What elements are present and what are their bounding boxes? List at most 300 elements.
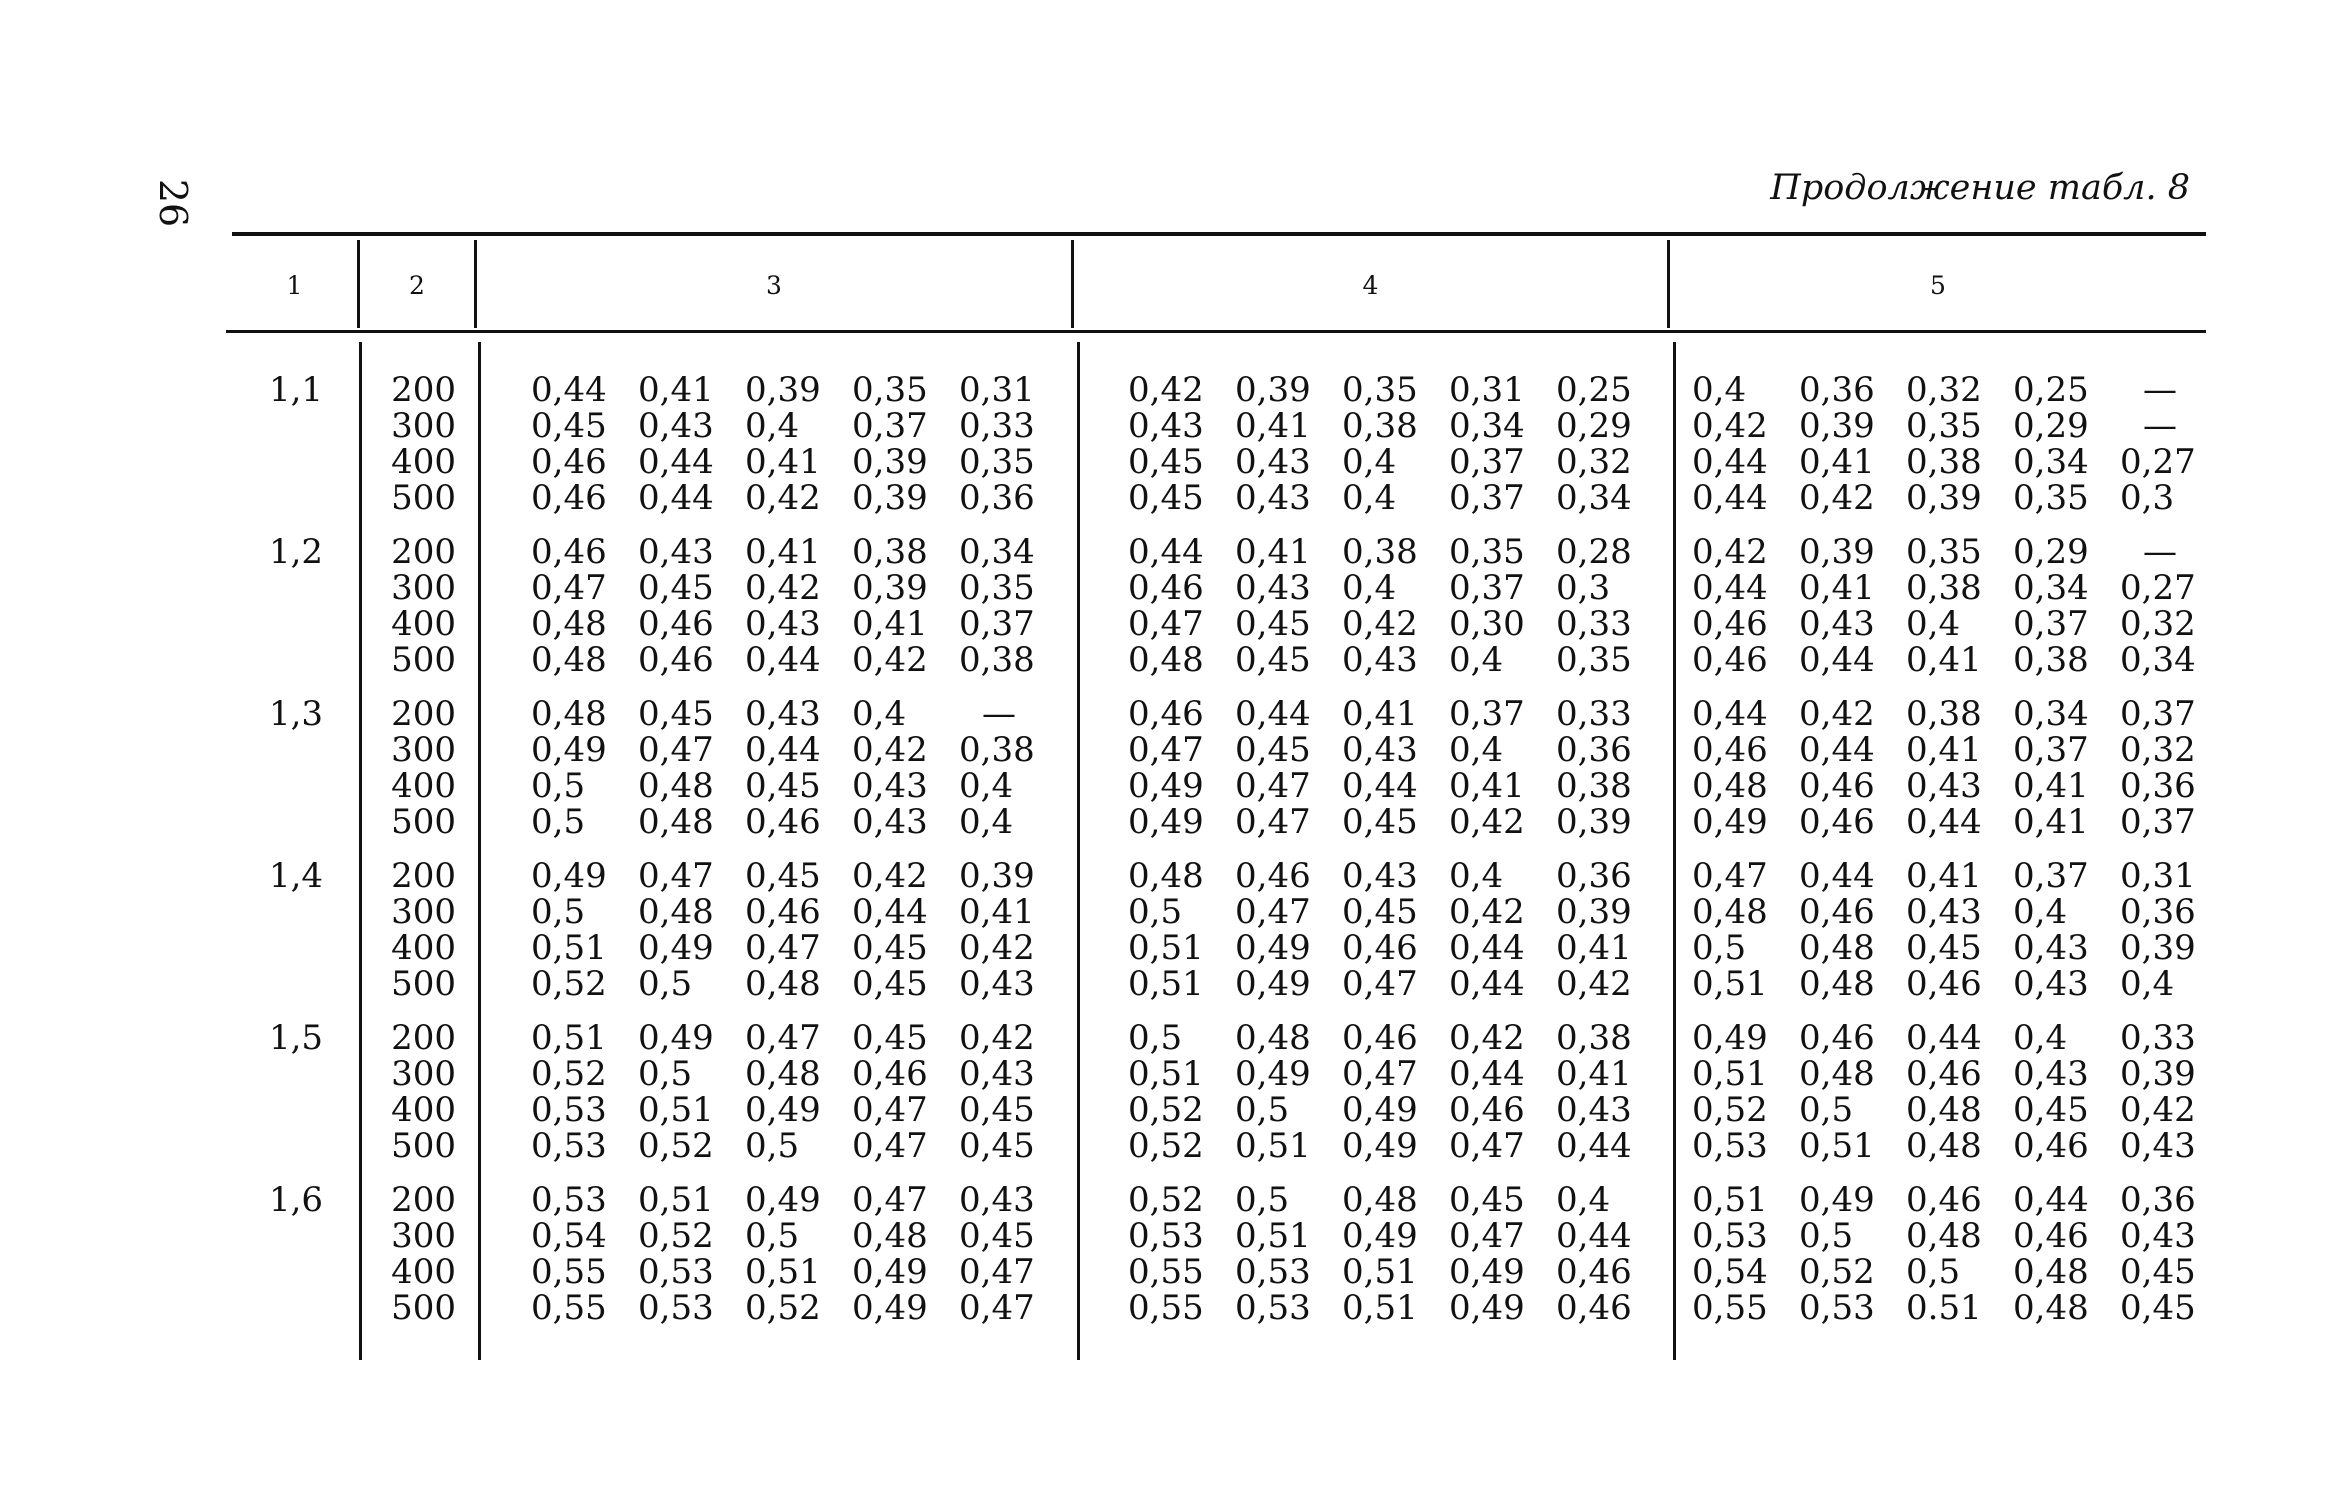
table-cell: 0,49 (1342, 1126, 1418, 1166)
table-cell: 0,45 (1128, 478, 1204, 518)
table-row (1128, 1290, 1663, 1326)
table-cell: 0,4 (1906, 604, 1961, 644)
table-cell: 0,49 (638, 928, 714, 968)
table-cell: 0,43 (745, 694, 821, 734)
table-cell: 0,38 (1906, 442, 1982, 482)
table-cell: 0,38 (959, 730, 1035, 770)
column-5-values (1692, 1020, 2227, 1164)
table-cell: 0,43 (959, 1054, 1035, 1094)
table-cell: 0,5 (531, 802, 586, 842)
table-cell: 0.51 (1906, 1288, 1982, 1328)
table-cell: 0,39 (2120, 928, 2196, 968)
table-cell: 0,44 (531, 370, 607, 410)
table-cell: 0,46 (2013, 1216, 2089, 1256)
table-cell: 200 (391, 856, 456, 896)
table-cell: 0,41 (1906, 856, 1982, 896)
table-cell: 0,37 (1449, 478, 1525, 518)
table-cell: 0,47 (1342, 964, 1418, 1004)
table-cell: 0,38 (959, 640, 1035, 680)
table-row (1692, 642, 2227, 678)
table-cell: 0,37 (2013, 730, 2089, 770)
table-row (1692, 966, 2227, 1002)
table-row (531, 1254, 1066, 1290)
table-cell: 0,32 (2120, 604, 2196, 644)
table-cell: 0,48 (1235, 1018, 1311, 1058)
table-cell: 0,52 (638, 1126, 714, 1166)
table-row (531, 1056, 1066, 1092)
group-label: 1,3 (268, 694, 324, 734)
table-cell: 0,37 (852, 406, 928, 446)
table-cell: 0,33 (1556, 604, 1632, 644)
table-cell: 0,39 (1799, 406, 1875, 446)
table-cell: 0,42 (1128, 370, 1204, 410)
table-row (1128, 1092, 1663, 1128)
table-cell: 0,55 (1128, 1288, 1204, 1328)
table-cell: 0,4 (852, 694, 907, 734)
table-cell: 0,48 (852, 1216, 928, 1256)
table-cell: 0,44 (1128, 532, 1204, 572)
table-cell: 0,35 (1556, 640, 1632, 680)
table-cell: 0,43 (2120, 1126, 2196, 1166)
table-row (531, 642, 1066, 678)
table-cell: 0,44 (638, 442, 714, 482)
table-cell: 0,34 (2120, 640, 2196, 680)
table-cell: 0,42 (745, 478, 821, 518)
table-cell: 0,46 (1128, 694, 1204, 734)
column-2-values (376, 372, 456, 516)
table-row (376, 480, 456, 516)
table-cell: 0,47 (1235, 802, 1311, 842)
table-row (1128, 894, 1663, 930)
table-cell: 0,34 (2013, 694, 2089, 734)
table-cell: 0,37 (1449, 568, 1525, 608)
column-3-values (531, 858, 1066, 1002)
table-cell: 0,46 (531, 442, 607, 482)
table-cell: 0,46 (1799, 802, 1875, 842)
column-3-values (531, 534, 1066, 678)
table-cell: 0,37 (2013, 604, 2089, 644)
table-cell: 0,42 (1799, 478, 1875, 518)
body-divider-2 (478, 342, 481, 1360)
table-cell: 0,48 (2013, 1288, 2089, 1328)
table-cell: 0,48 (1342, 1180, 1418, 1220)
table-cell: 0,46 (1342, 928, 1418, 968)
table-cell: 0,47 (745, 1018, 821, 1058)
table-cell: 0,42 (1692, 406, 1768, 446)
table-cell: 0,47 (852, 1126, 928, 1166)
table-cell: 0,34 (1449, 406, 1525, 446)
column-2-values (376, 1182, 456, 1326)
table-cell: 0,38 (1556, 1018, 1632, 1058)
table-cell: 0,3 (2120, 478, 2175, 518)
table-cell: 0,52 (1128, 1090, 1204, 1130)
table-cell: 0,44 (1449, 928, 1525, 968)
table-cell: 0,34 (2013, 568, 2089, 608)
table-cell: 0,49 (745, 1090, 821, 1130)
table-cell: 0,49 (1235, 1054, 1311, 1094)
table-cell: 0,46 (1692, 640, 1768, 680)
body-divider-3 (1077, 342, 1080, 1360)
table-cell: 0,48 (531, 640, 607, 680)
table-cell: 0,44 (745, 640, 821, 680)
table-cell: 0,44 (1799, 730, 1875, 770)
table-cell: 0,45 (959, 1090, 1035, 1130)
table-cell: 0,41 (2013, 802, 2089, 842)
table-cell: 0,45 (959, 1216, 1035, 1256)
table-cell: 0,5 (1235, 1090, 1290, 1130)
table-cell: 0,46 (1799, 766, 1875, 806)
group-label: 1,2 (268, 532, 324, 572)
table-cell: 0,38 (852, 532, 928, 572)
table-cell: 0,51 (1692, 1180, 1768, 1220)
table-row (531, 408, 1066, 444)
table-cell: 200 (391, 694, 456, 734)
table-cell: 0,47 (638, 856, 714, 896)
table-cell: 0,46 (745, 802, 821, 842)
table-cell: 0,36 (2120, 1180, 2196, 1220)
column-2-values (376, 696, 456, 840)
table-row (531, 570, 1066, 606)
table-cell: 0,44 (1235, 694, 1311, 734)
table-cell: 0,53 (1692, 1126, 1768, 1166)
table-cell: 0,49 (638, 1018, 714, 1058)
table-cell: 0,35 (852, 370, 928, 410)
table-cell: 0,46 (1906, 1180, 1982, 1220)
table-cell: 0,4 (959, 802, 1014, 842)
table-cell: 0,48 (531, 694, 607, 734)
table-row (376, 1218, 456, 1254)
table-cell: 200 (391, 1018, 456, 1058)
table-cell: 400 (391, 604, 456, 644)
table-cell: 0,44 (1342, 766, 1418, 806)
table-cell: 0,46 (1556, 1252, 1632, 1292)
table-cell: 0,46 (2013, 1126, 2089, 1166)
table-cell: 0,46 (531, 478, 607, 518)
table-cell: 0,51 (638, 1180, 714, 1220)
table-cell: 0,49 (852, 1288, 928, 1328)
table-cell: 0,48 (1906, 1126, 1982, 1166)
table-cell: 0,43 (1906, 766, 1982, 806)
table-cell: 0,33 (2120, 1018, 2196, 1058)
table-cell: 0,29 (2013, 406, 2089, 446)
table-cell: 0,49 (852, 1252, 928, 1292)
table-row (531, 858, 1066, 894)
table-row (376, 1128, 456, 1164)
table-cell: 0,49 (1128, 766, 1204, 806)
table-cell: 0,47 (959, 1252, 1035, 1292)
table-cell: 0,43 (1235, 442, 1311, 482)
table-cell: 0,45 (1906, 928, 1982, 968)
table-cell: 0,46 (1556, 1288, 1632, 1328)
table-cell: 0,42 (852, 640, 928, 680)
group-label: 1,6 (268, 1180, 324, 1220)
table-cell: 0,47 (1692, 856, 1768, 896)
table-cell: 0,41 (745, 532, 821, 572)
table-cell: 0,45 (852, 1018, 928, 1058)
table-cell: 0,4 (1556, 1180, 1611, 1220)
table-row (1128, 372, 1663, 408)
table-cell: 0,47 (1342, 1054, 1418, 1094)
table-cell: 0,53 (1235, 1288, 1311, 1328)
table-cell: 300 (391, 892, 456, 932)
header-rule (226, 330, 2206, 333)
table-cell: 0,47 (1449, 1126, 1525, 1166)
table-cell: 0,42 (852, 856, 928, 896)
table-cell: 0,4 (745, 406, 800, 446)
table-cell: 0,46 (1799, 892, 1875, 932)
table-cell: 0,38 (1342, 532, 1418, 572)
table-cell: 0,44 (1692, 568, 1768, 608)
table-row (1692, 894, 2227, 930)
table-cell: 400 (391, 1090, 456, 1130)
column-5-values (1692, 372, 2227, 516)
table-cell: 0,42 (959, 1018, 1035, 1058)
column-5-values (1692, 1182, 2227, 1326)
table-cell: 0,43 (1235, 568, 1311, 608)
table-row (531, 480, 1066, 516)
table-cell: 0,43 (1799, 604, 1875, 644)
table-row (531, 804, 1066, 840)
table-cell: 0,45 (745, 766, 821, 806)
table-cell: 0,53 (1692, 1216, 1768, 1256)
table-cell: 0,49 (1128, 802, 1204, 842)
table-row (1128, 480, 1663, 516)
table-cell: 0,49 (1342, 1216, 1418, 1256)
table-cell: 0,45 (2120, 1252, 2196, 1292)
table-cell: 0,49 (1692, 1018, 1768, 1058)
table-cell: 0,48 (1692, 892, 1768, 932)
header-col-4: 4 (1362, 271, 1379, 300)
column-4-values (1128, 696, 1663, 840)
table-cell: 0,41 (959, 892, 1035, 932)
table-cell: 0,44 (745, 730, 821, 770)
table-cell: 200 (391, 1180, 456, 1220)
table-cell: 0,45 (1235, 730, 1311, 770)
table-cell: 0,51 (531, 928, 607, 968)
table-cell: 0,45 (1235, 604, 1311, 644)
table-cell: 0,42 (1342, 604, 1418, 644)
table-cell: — (2143, 406, 2177, 446)
table-cell: 0,52 (1128, 1180, 1204, 1220)
table-cell: 0,43 (959, 1180, 1035, 1220)
table-cell: 500 (391, 640, 456, 680)
table-row (376, 1290, 456, 1326)
table-row (1128, 930, 1663, 966)
table-cell: 300 (391, 568, 456, 608)
table-cell: 0,31 (959, 370, 1035, 410)
table-cell: 0,38 (1906, 568, 1982, 608)
table-cell: 0,27 (2120, 568, 2196, 608)
table-cell: 0,47 (852, 1090, 928, 1130)
table-cell: 0,36 (1799, 370, 1875, 410)
table-cell: 0,48 (1799, 1054, 1875, 1094)
table-row (376, 570, 456, 606)
column-4-values (1128, 372, 1663, 516)
table-cell: 0,41 (745, 442, 821, 482)
table-cell: 0,41 (638, 370, 714, 410)
table-row (1128, 534, 1663, 570)
table-cell: 0,44 (1449, 964, 1525, 1004)
table-cell: 0,49 (1235, 964, 1311, 1004)
table-cell: 0,45 (2013, 1090, 2089, 1130)
table-cell: 0,4 (1449, 640, 1504, 680)
table-row (531, 732, 1066, 768)
table-cell: 0,41 (1556, 1054, 1632, 1094)
table-cell: 0,43 (2013, 964, 2089, 1004)
table-row (1692, 1128, 2227, 1164)
table-row (1128, 444, 1663, 480)
table-row (376, 1182, 456, 1218)
table-cell: 0,41 (852, 604, 928, 644)
table-row (1692, 858, 2227, 894)
table-row (1128, 858, 1663, 894)
table-cell: 0,45 (852, 964, 928, 1004)
table-cell: 0,41 (1906, 640, 1982, 680)
table-cell: 0,45 (745, 856, 821, 896)
table-cell: 0,44 (852, 892, 928, 932)
table-cell: 0,44 (2013, 1180, 2089, 1220)
table-cell: 0,43 (2013, 1054, 2089, 1094)
table-row (376, 444, 456, 480)
table-row (1692, 768, 2227, 804)
table-cell: 0,44 (1556, 1216, 1632, 1256)
table-cell: 0,39 (1556, 802, 1632, 842)
table-cell: 0,45 (531, 406, 607, 446)
table-row (1692, 534, 2227, 570)
table-cell: 0,45 (959, 1126, 1035, 1166)
table-cell: 0,44 (1799, 856, 1875, 896)
table-row (531, 696, 1066, 732)
table-row (1692, 606, 2227, 642)
table-row (1692, 1020, 2227, 1056)
table-cell: 0,35 (1449, 532, 1525, 572)
table-row (1128, 768, 1663, 804)
table-cell: 0,31 (2120, 856, 2196, 896)
table-row (376, 408, 456, 444)
table-cell: — (2143, 532, 2177, 572)
table-cell: 0,35 (1906, 406, 1982, 446)
table-cell: — (2143, 370, 2177, 410)
table-row (376, 606, 456, 642)
table-cell: 0,44 (1906, 1018, 1982, 1058)
table-cell: 0,53 (531, 1180, 607, 1220)
table-cell: 0,43 (1556, 1090, 1632, 1130)
table-cell: 0,53 (531, 1090, 607, 1130)
table-cell: 0,45 (638, 568, 714, 608)
table-cell: 0,54 (1692, 1252, 1768, 1292)
table-cell: 0,47 (1235, 892, 1311, 932)
table-cell: 0,53 (1235, 1252, 1311, 1292)
table-cell: 0,44 (1692, 442, 1768, 482)
table-cell: 0,32 (1906, 370, 1982, 410)
table-cell: 0,36 (959, 478, 1035, 518)
table-cell: 0,47 (531, 568, 607, 608)
table-cell: 0,41 (1799, 568, 1875, 608)
table-cell: 0,55 (531, 1288, 607, 1328)
table-cell: 0,52 (531, 1054, 607, 1094)
table-cell: 500 (391, 1288, 456, 1328)
table-row (531, 444, 1066, 480)
table-row (1692, 1056, 2227, 1092)
table-cell: 0,41 (1235, 406, 1311, 446)
table-cell: 0,48 (1799, 928, 1875, 968)
table-cell: 0,47 (638, 730, 714, 770)
table-cell: 0,55 (1128, 1252, 1204, 1292)
table-row (531, 768, 1066, 804)
table-cell: 0,48 (638, 802, 714, 842)
table-cell: 0,43 (1235, 478, 1311, 518)
table-cell: 0,46 (638, 640, 714, 680)
table-cell: 0,49 (1799, 1180, 1875, 1220)
table-cell: 0,48 (531, 604, 607, 644)
table-row (376, 1092, 456, 1128)
table-row (1128, 696, 1663, 732)
table-cell: 0,43 (1128, 406, 1204, 446)
table-cell: 0,45 (852, 928, 928, 968)
table-cell: 0,49 (531, 856, 607, 896)
table-cell: 0,46 (1342, 1018, 1418, 1058)
table-cell: 0,46 (1692, 730, 1768, 770)
column-5-values (1692, 696, 2227, 840)
table-cell: 0,46 (852, 1054, 928, 1094)
group-label: 1,4 (268, 856, 324, 896)
table-cell: 0,4 (1449, 856, 1504, 896)
table-cell: 0,4 (2013, 1018, 2068, 1058)
table-cell: 0,34 (1556, 478, 1632, 518)
table-cell: 0,35 (959, 442, 1035, 482)
table-row (376, 732, 456, 768)
table-cell: 0,52 (1692, 1090, 1768, 1130)
table-cell: 0,39 (1799, 532, 1875, 572)
table-cell: 500 (391, 802, 456, 842)
table-cell: 0,39 (2120, 1054, 2196, 1094)
column-2-values (376, 858, 456, 1002)
table-cell: 0,36 (2120, 892, 2196, 932)
table-cell: 0,45 (1235, 640, 1311, 680)
table-row (1692, 570, 2227, 606)
table-cell: 0,47 (959, 1288, 1035, 1328)
table-cell: 0,5 (638, 1054, 693, 1094)
table-row (1128, 570, 1663, 606)
table-cell: 0,42 (1449, 802, 1525, 842)
table-cell: 0,34 (959, 532, 1035, 572)
table-cell: — (982, 694, 1016, 734)
table-cell: 0,44 (1906, 802, 1982, 842)
table-cell: 0,43 (1906, 892, 1982, 932)
table-row (376, 372, 456, 408)
table-cell: 0,47 (1128, 730, 1204, 770)
table-cell: 0,4 (1692, 370, 1747, 410)
table-row (1128, 732, 1663, 768)
header-col-5: 5 (1930, 271, 1946, 300)
column-3-values (531, 1182, 1066, 1326)
table-cell: 0,48 (1128, 640, 1204, 680)
table-cell: 0,44 (1692, 478, 1768, 518)
table-cell: 0,43 (2013, 928, 2089, 968)
table-cell: 0,53 (638, 1252, 714, 1292)
table-cell: 0,42 (1449, 1018, 1525, 1058)
table-cell: 0,51 (1692, 1054, 1768, 1094)
column-2-values (376, 534, 456, 678)
table-cell: 0,43 (745, 604, 821, 644)
table-row (531, 1290, 1066, 1326)
table-cell: 0,46 (531, 532, 607, 572)
table-cell: 0,49 (1449, 1288, 1525, 1328)
table-cell: 0,51 (1799, 1126, 1875, 1166)
table-row (1128, 1128, 1663, 1164)
table-cell: 0,35 (1906, 532, 1982, 572)
table-row (376, 696, 456, 732)
